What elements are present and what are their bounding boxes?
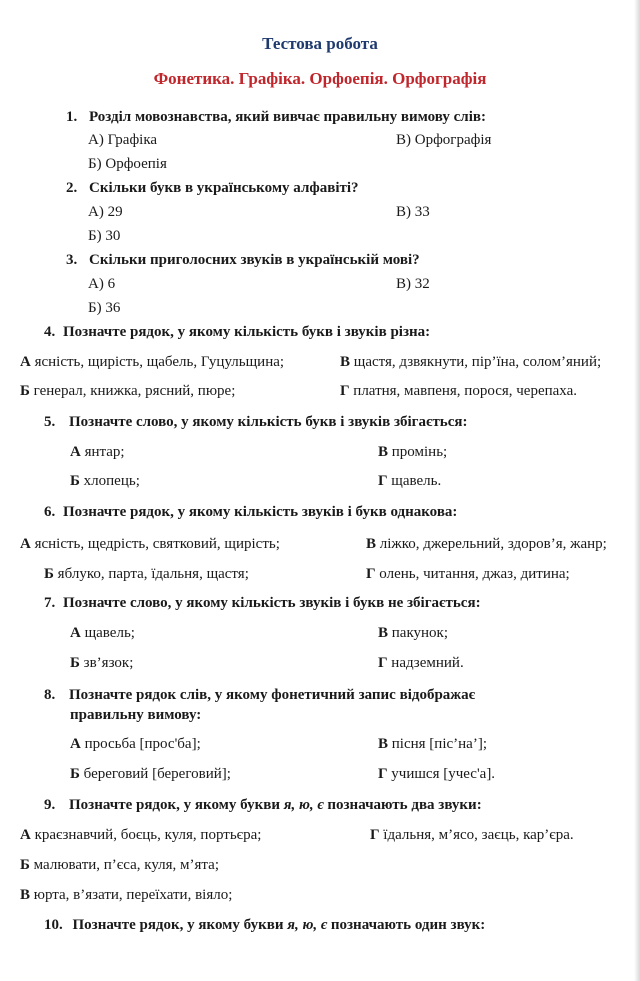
- answer-option[interactable]: [70, 443, 125, 461]
- answer-option[interactable]: А) 6: [88, 276, 116, 292]
- option-text: платня, мавпеня, порося, черепаха.: [353, 383, 578, 399]
- option-letter: Г: [370, 827, 380, 843]
- question-number: 7.: [44, 595, 56, 611]
- option-letter: А: [70, 736, 81, 752]
- question-8: [44, 686, 475, 704]
- question-number: 9.: [44, 797, 56, 813]
- page-edge-shadow: [634, 0, 640, 981]
- option-text: олень, читання, джаз, дитина;: [379, 566, 570, 582]
- question-letters: я, ю, є: [283, 797, 324, 813]
- option-text: їдальня, м’ясо, заєць, кар’єра.: [383, 827, 574, 843]
- page-subtitle: Фонетика. Графіка. Орфоепія. Орфографія: [153, 69, 487, 88]
- option-letter: В: [340, 354, 351, 370]
- answer-option[interactable]: [378, 624, 448, 642]
- question-6: [44, 503, 457, 521]
- option-text: краєзнавчий, боєць, куля, портьєра;: [34, 827, 262, 843]
- answer-option[interactable]: Б) 30: [88, 228, 121, 244]
- option-text: учишся [учес'а].: [391, 766, 496, 782]
- answer-option[interactable]: [20, 856, 219, 874]
- question-letters: я, ю, є: [287, 917, 328, 933]
- answer-option[interactable]: [378, 443, 447, 461]
- option-letter: В: [20, 887, 31, 903]
- question-number: 5.: [44, 414, 56, 430]
- question-4: [44, 323, 430, 341]
- option-text: малювати, п’єса, куля, м’ята;: [33, 857, 219, 873]
- answer-option[interactable]: В) 32: [396, 276, 430, 292]
- question-2: [66, 179, 359, 197]
- answer-option[interactable]: А) Графіка: [88, 132, 158, 148]
- question-text-continued: правильну вимову:: [70, 707, 202, 723]
- answer-option[interactable]: [20, 353, 284, 371]
- question-number: 6.: [44, 504, 56, 520]
- option-letter: Г: [378, 473, 388, 489]
- question-5: [44, 413, 468, 431]
- answer-option[interactable]: Б) 36: [88, 300, 121, 316]
- question-text: Позначте слово, у якому кількість букв і звуків збігається:: [69, 414, 468, 430]
- answer-option[interactable]: [340, 353, 601, 371]
- question-text: Позначте рядок, у якому букви: [72, 917, 288, 933]
- option-letter: А: [70, 444, 81, 460]
- question-7: [44, 594, 481, 612]
- question-text: Розділ мовознавства, який вивчає правильну вимову слів:: [89, 109, 486, 125]
- answer-option[interactable]: [378, 472, 441, 490]
- option-letter: Б: [20, 857, 30, 873]
- option-letter: А: [20, 827, 31, 843]
- answer-option[interactable]: [20, 886, 232, 904]
- answer-option[interactable]: [20, 535, 280, 553]
- question-9: [44, 796, 482, 814]
- option-text: пісня [піс’на’];: [391, 736, 487, 752]
- question-3: [66, 251, 420, 269]
- answer-option[interactable]: [370, 826, 574, 844]
- answer-option[interactable]: В) 33: [396, 204, 430, 220]
- option-letter: Г: [366, 566, 376, 582]
- option-text: ясність, щедрість, святковий, щирість;: [34, 536, 280, 552]
- answer-option[interactable]: [378, 735, 487, 753]
- question-1: [66, 108, 486, 126]
- question-text-end: позначають один звук:: [327, 917, 486, 933]
- question-number: 1.: [66, 109, 78, 125]
- option-text: надземний.: [391, 655, 464, 671]
- answer-option[interactable]: [366, 565, 570, 583]
- option-letter: В: [366, 536, 377, 552]
- option-letter: Б: [70, 655, 80, 671]
- answer-option[interactable]: Б) Орфоепія: [88, 156, 167, 172]
- option-text: хлопець;: [83, 473, 140, 489]
- option-letter: Б: [20, 383, 30, 399]
- option-letter: А: [20, 536, 31, 552]
- question-text: Позначте рядок слів, у якому фонетичний запис відображає: [69, 687, 476, 703]
- question-number: 3.: [66, 252, 78, 268]
- option-text: янтар;: [84, 444, 125, 460]
- answer-option[interactable]: [378, 765, 495, 783]
- question-number: 4.: [44, 324, 56, 340]
- question-number: 2.: [66, 180, 78, 196]
- option-text: просьба [прос'ба];: [84, 736, 201, 752]
- option-text: генерал, книжка, рясний, пюре;: [33, 383, 236, 399]
- option-text: ліжко, джерельний, здоров’я, жанр;: [379, 536, 607, 552]
- option-text: яблуко, парта, їдальня, щастя;: [57, 566, 249, 582]
- question-text: Позначте рядок, у якому кількість букв і звуків різна:: [63, 324, 431, 340]
- answer-option[interactable]: [340, 382, 577, 400]
- answer-option[interactable]: А) 29: [88, 204, 123, 220]
- option-letter: В: [378, 736, 389, 752]
- option-text: пакунок;: [391, 625, 449, 641]
- question-text: Позначте рядок, у якому кількість звуків і букв однакова:: [63, 504, 458, 520]
- option-text: промінь;: [391, 444, 448, 460]
- question-number: 10.: [44, 917, 63, 933]
- option-letter: Г: [378, 655, 388, 671]
- question-number: 8.: [44, 687, 56, 703]
- answer-option[interactable]: [20, 382, 235, 400]
- option-text: береговий [береговий];: [83, 766, 231, 782]
- option-letter: Б: [70, 473, 80, 489]
- option-letter: Г: [340, 383, 350, 399]
- option-letter: А: [70, 625, 81, 641]
- option-text: зв’язок;: [83, 655, 134, 671]
- answer-option[interactable]: [44, 565, 249, 583]
- option-letter: В: [378, 444, 389, 460]
- question-text: Скільки букв в українському алфавіті?: [89, 180, 359, 196]
- answer-option[interactable]: [378, 654, 464, 672]
- answer-option[interactable]: [20, 826, 261, 844]
- option-text: юрта, в’язати, переїхати, віяло;: [33, 887, 233, 903]
- question-text: Позначте слово, у якому кількість звуків і букв не збігається:: [63, 595, 481, 611]
- option-text: ясність, щирість, щабель, Гуцульщина;: [34, 354, 285, 370]
- question-text-end: позначають два звуки:: [323, 797, 482, 813]
- option-letter: А: [20, 354, 31, 370]
- option-letter: В: [378, 625, 389, 641]
- question-10: [44, 916, 485, 934]
- answer-option[interactable]: [70, 765, 231, 783]
- answer-option[interactable]: [70, 472, 140, 490]
- answer-option[interactable]: [70, 654, 133, 672]
- answer-option[interactable]: [366, 535, 607, 553]
- option-letter: Г: [378, 766, 388, 782]
- option-letter: Б: [44, 566, 54, 582]
- option-text: щастя, дзвякнути, пір’їна, солом’яний;: [353, 354, 602, 370]
- answer-option[interactable]: В) Орфографія: [396, 132, 492, 148]
- question-text: Скільки приголосних звуків в українській мові?: [89, 252, 420, 268]
- option-text: щавель;: [84, 625, 135, 641]
- question-text: Позначте рядок, у якому букви: [69, 797, 284, 813]
- answer-option[interactable]: [70, 624, 135, 642]
- option-letter: Б: [70, 766, 80, 782]
- answer-option[interactable]: [70, 735, 201, 753]
- page-title: Тестова робота: [262, 34, 378, 53]
- option-text: щавель.: [391, 473, 442, 489]
